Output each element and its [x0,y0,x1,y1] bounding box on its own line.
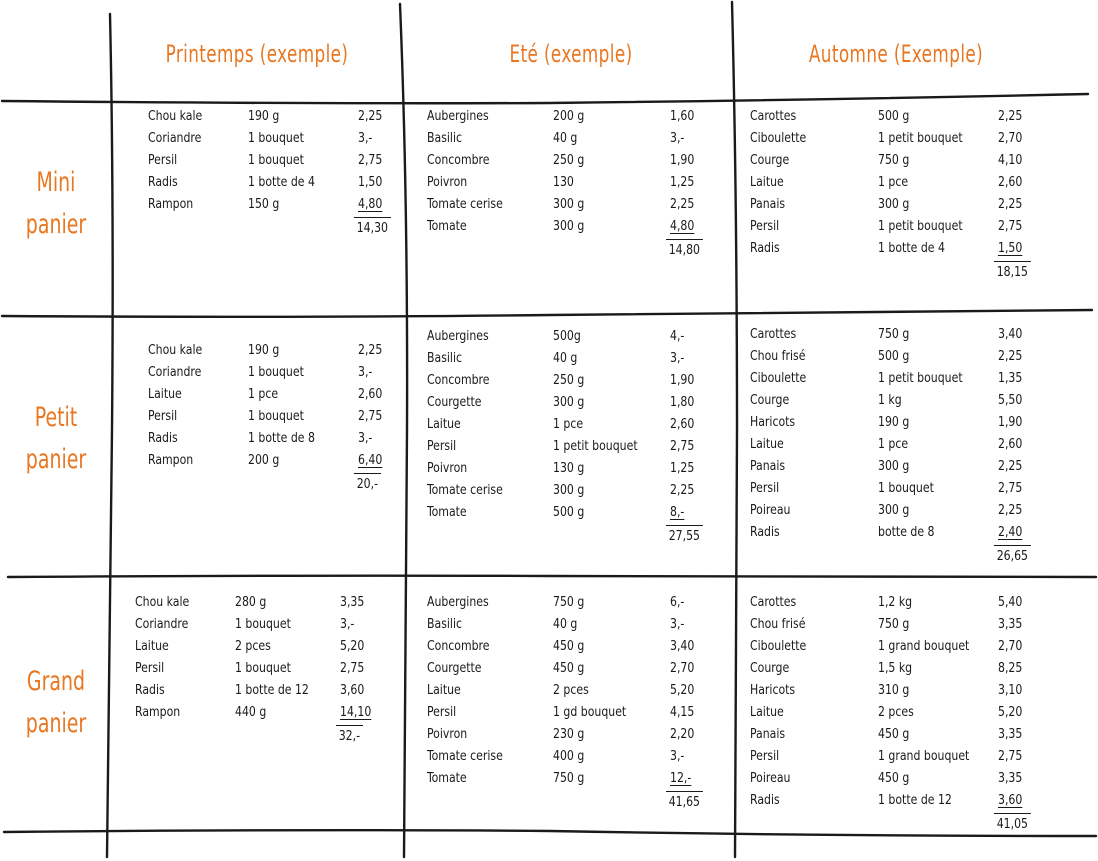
item-price: 2,75 [998,218,1023,234]
item-name: Coriandre [148,364,202,380]
item-price: 1,50 [998,240,1023,256]
item-name: Panais [750,196,786,212]
item-price: 5,50 [998,392,1023,408]
item-price: 1,60 [670,108,695,124]
item-quantity: 1 botte de 4 [878,240,945,256]
item-price: 3,40 [670,638,695,654]
item-name: Tomate cerise [427,196,503,212]
item-name: Laitue [427,416,461,432]
item-price: 2,25 [998,458,1023,474]
item-quantity: 1 botte de 4 [248,174,315,190]
item-price: 5,20 [998,704,1023,720]
item-name: Persil [148,408,178,424]
item-price: 2,70 [670,660,695,676]
item-quantity: 1 bouquet [235,660,291,676]
item-quantity: 1,5 kg [878,660,913,676]
item-quantity: 2 pces [553,682,589,698]
item-price: 3,- [358,364,373,380]
item-quantity: 1 bouquet [248,152,304,168]
item-price: 8,- [670,504,685,520]
item-price: 1,35 [998,370,1023,386]
item-price: 2,75 [998,480,1023,496]
item-quantity: 400 g [553,748,585,764]
item-quantity: 750 g [553,770,585,786]
item-quantity: 190 g [878,414,910,430]
item-quantity: 190 g [248,108,280,124]
item-quantity: 200 g [248,452,280,468]
item-price: 1,50 [358,174,383,190]
item-quantity: 2 pces [235,638,271,654]
item-quantity: 1 botte de 8 [248,430,315,446]
item-price: 5,40 [998,594,1023,610]
item-quantity: 300 g [553,196,585,212]
total-amount: 27,55 [666,525,703,546]
item-quantity: 450 g [553,660,585,676]
item-price: 3,40 [998,326,1023,342]
item-price: 1,90 [998,414,1023,430]
item-quantity: 1 gd bouquet [553,704,627,720]
column-header-printemps: Printemps (exemple) [165,40,349,68]
item-name: Persil [427,438,457,454]
item-quantity: 1 botte de 12 [235,682,309,698]
item-name: Poivron [427,726,468,742]
item-quantity: 1 petit bouquet [878,130,963,146]
item-name: Rampon [148,196,194,212]
item-price: 2,75 [670,438,695,454]
item-name: Carottes [750,326,797,342]
item-quantity: 1 bouquet [248,130,304,146]
item-price: 8,25 [998,660,1023,676]
item-quantity: 130 [553,174,574,190]
item-price: 2,25 [998,108,1023,124]
item-name: Tomate [427,218,467,234]
item-quantity: 310 g [878,682,910,698]
item-price: 2,60 [998,174,1023,190]
item-quantity: 40 g [553,130,578,146]
item-price: 2,25 [670,196,695,212]
item-quantity: 250 g [553,372,585,388]
item-name: Concombre [427,638,490,654]
item-name: Ciboulette [750,638,807,654]
item-name: Radis [750,524,780,540]
item-price: 3,35 [998,726,1023,742]
item-quantity: 1 pce [878,436,909,452]
item-quantity: botte de 8 [878,524,935,540]
item-price: 2,70 [998,638,1023,654]
item-quantity: 190 g [248,342,280,358]
item-name: Chou frisé [750,348,806,364]
item-price: 14,10 [340,704,372,720]
total-amount: 41,05 [994,813,1031,834]
item-price: 2,75 [358,152,383,168]
item-price: 1,25 [670,174,695,190]
item-name: Laitue [750,174,784,190]
item-price: 3,- [670,616,685,632]
total-amount: 32,- [336,725,363,746]
item-price: 2,60 [358,386,383,402]
item-quantity: 440 g [235,704,267,720]
item-name: Radis [148,430,178,446]
item-quantity: 1 petit bouquet [553,438,638,454]
item-price: 3,- [670,130,685,146]
item-price: 3,35 [998,616,1023,632]
item-name: Tomate cerise [427,748,503,764]
item-quantity: 750 g [878,616,910,632]
item-price: 6,40 [358,452,383,468]
item-name: Poireau [750,770,791,786]
column-header-automne: Automne (Exemple) [808,40,984,68]
item-quantity: 300 g [878,196,910,212]
item-quantity: 450 g [553,638,585,654]
item-price: 12,- [670,770,692,786]
item-quantity: 750 g [878,326,910,342]
item-quantity: 1 petit bouquet [878,370,963,386]
row-header-mini-panier: Mini panier [25,167,87,240]
item-price: 2,25 [998,348,1023,364]
item-quantity: 2 pces [878,704,914,720]
item-quantity: 450 g [878,726,910,742]
item-name: Poivron [427,174,468,190]
item-name: Rampon [148,452,194,468]
item-price: 2,75 [998,748,1023,764]
total-amount: 14,30 [354,217,391,238]
item-quantity: 1 pce [248,386,279,402]
item-price: 3,- [670,748,685,764]
item-quantity: 1 grand bouquet [878,638,970,654]
item-price: 2,60 [670,416,695,432]
item-price: 4,- [670,328,685,344]
item-name: Chou frisé [750,616,806,632]
item-name: Laitue [135,638,169,654]
item-quantity: 500 g [878,348,910,364]
item-price: 3,60 [340,682,365,698]
item-price: 3,60 [998,792,1023,808]
item-name: Aubergines [427,108,489,124]
item-name: Ciboulette [750,130,807,146]
item-price: 2,25 [998,196,1023,212]
item-price: 4,10 [998,152,1023,168]
item-price: 3,- [358,430,373,446]
item-quantity: 300 g [878,458,910,474]
item-quantity: 1 petit bouquet [878,218,963,234]
item-name: Radis [750,792,780,808]
item-name: Carottes [750,108,797,124]
item-name: Courge [750,660,790,676]
item-quantity: 280 g [235,594,267,610]
item-name: Haricots [750,414,796,430]
item-name: Poireau [750,502,791,518]
item-quantity: 1 pce [878,174,909,190]
item-quantity: 300 g [553,394,585,410]
item-price: 5,20 [340,638,365,654]
item-quantity: 1 bouquet [878,480,934,496]
item-price: 1,90 [670,152,695,168]
row-header-petit-panier: Petit panier [25,402,87,475]
item-quantity: 40 g [553,350,578,366]
item-name: Aubergines [427,328,489,344]
item-quantity: 750 g [878,152,910,168]
item-name: Courge [750,392,790,408]
item-quantity: 500 g [878,108,910,124]
item-price: 2,25 [358,342,383,358]
item-price: 2,70 [998,130,1023,146]
item-price: 2,25 [358,108,383,124]
item-quantity: 200 g [553,108,585,124]
item-price: 3,35 [340,594,365,610]
item-price: 1,80 [670,394,695,410]
item-quantity: 1 grand bouquet [878,748,970,764]
item-name: Coriandre [135,616,189,632]
item-price: 4,80 [358,196,383,212]
item-quantity: 1 pce [553,416,584,432]
item-name: Persil [750,480,780,496]
item-price: 1,90 [670,372,695,388]
item-name: Concombre [427,372,490,388]
item-name: Ciboulette [750,370,807,386]
item-quantity: 500 g [553,504,585,520]
item-price: 4,15 [670,704,695,720]
item-name: Tomate [427,770,467,786]
item-name: Radis [750,240,780,256]
item-name: Aubergines [427,594,489,610]
item-name: Laitue [750,436,784,452]
item-name: Tomate [427,504,467,520]
item-name: Tomate cerise [427,482,503,498]
total-amount: 20,- [354,473,381,494]
item-name: Persil [148,152,178,168]
item-name: Basilic [427,350,463,366]
item-name: Coriandre [148,130,202,146]
item-name: Panais [750,458,786,474]
item-quantity: 130 g [553,460,585,476]
item-price: 5,20 [670,682,695,698]
item-quantity: 300 g [553,482,585,498]
item-name: Courgette [427,394,482,410]
item-name: Laitue [148,386,182,402]
item-price: 3,- [670,350,685,366]
item-quantity: 300 g [878,502,910,518]
item-quantity: 40 g [553,616,578,632]
item-name: Chou kale [148,342,203,358]
item-quantity: 1 botte de 12 [878,792,952,808]
item-name: Carottes [750,594,797,610]
item-name: Panais [750,726,786,742]
item-price: 2,20 [670,726,695,742]
item-name: Courge [750,152,790,168]
total-amount: 26,65 [994,545,1031,566]
item-price: 3,- [340,616,355,632]
item-quantity: 230 g [553,726,585,742]
item-name: Persil [135,660,165,676]
item-quantity: 1 bouquet [235,616,291,632]
item-price: 2,60 [998,436,1023,452]
item-price: 6,- [670,594,685,610]
item-name: Radis [148,174,178,190]
item-price: 2,40 [998,524,1023,540]
item-name: Laitue [750,704,784,720]
item-quantity: 250 g [553,152,585,168]
item-name: Laitue [427,682,461,698]
total-amount: 41,65 [666,791,703,812]
item-quantity: 1 bouquet [248,408,304,424]
row-header-grand-panier: Grand panier [25,666,87,739]
item-price: 2,25 [998,502,1023,518]
item-name: Concombre [427,152,490,168]
item-name: Haricots [750,682,796,698]
total-amount: 18,15 [994,261,1031,282]
item-quantity: 1,2 kg [878,594,913,610]
item-quantity: 1 kg [878,392,902,408]
total-amount: 14,80 [666,239,703,260]
item-name: Courgette [427,660,482,676]
item-name: Chou kale [148,108,203,124]
item-quantity: 750 g [553,594,585,610]
item-name: Persil [750,218,780,234]
item-quantity: 1 bouquet [248,364,304,380]
item-name: Poivron [427,460,468,476]
item-quantity: 450 g [878,770,910,786]
item-name: Persil [750,748,780,764]
item-name: Rampon [135,704,181,720]
column-header-ete: Eté (exemple) [509,40,633,68]
item-price: 2,25 [670,482,695,498]
item-price: 2,75 [340,660,365,676]
item-quantity: 500g [553,328,581,344]
item-name: Basilic [427,130,463,146]
item-name: Chou kale [135,594,190,610]
item-quantity: 300 g [553,218,585,234]
item-name: Persil [427,704,457,720]
item-name: Radis [135,682,165,698]
item-price: 2,75 [358,408,383,424]
item-price: 3,35 [998,770,1023,786]
item-quantity: 150 g [248,196,280,212]
item-price: 3,- [358,130,373,146]
item-price: 3,10 [998,682,1023,698]
item-price: 4,80 [670,218,695,234]
item-price: 1,25 [670,460,695,476]
item-name: Basilic [427,616,463,632]
